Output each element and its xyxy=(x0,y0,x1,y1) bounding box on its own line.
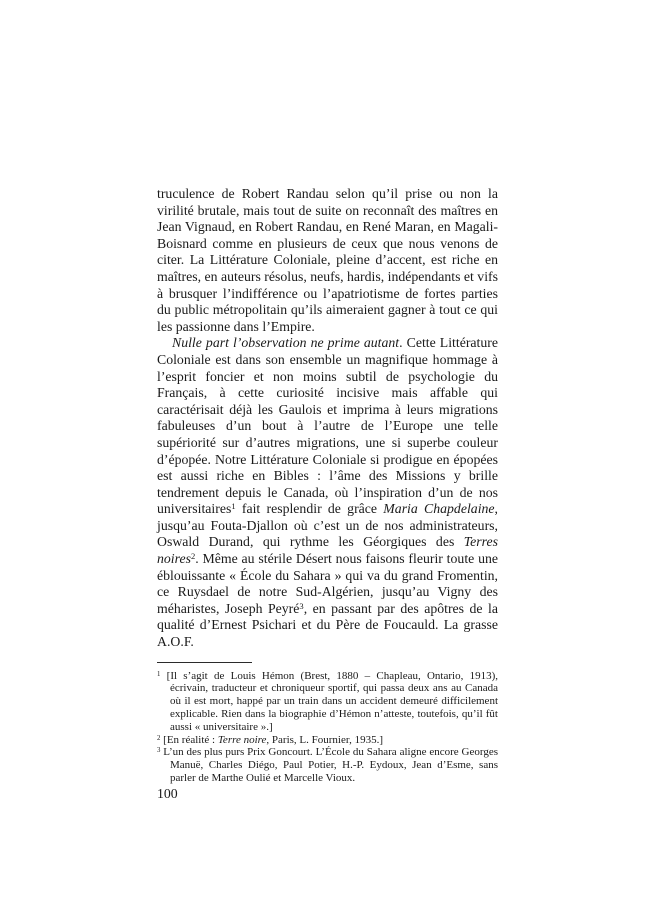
text-run: truculence de Robert Randau selon qu’il prise ou non la virilité brutale, mais tout de suite on reconnaît des maîtres en Jean Vignaud, en Robert Randau, en René Maran, en Magali-Boisnard comme en plusieurs de ceux que nous venons de citer. La Littérature Coloniale, pleine d’accent, est riche en maîtres, en auteurs résolus, neufs, hardis, indépendants et vifs à brusquer l’indifférence ou l’apatriotisme de fortes parties du public métropolitain qu’ils aimeraient gagner à tout ce qui les passionne dans l’Empire. xyxy=(157,186,499,334)
superscript-ref: 2 xyxy=(190,551,196,562)
text-run: , jusqu’au Fouta-Djallon où c’est un de nos administrateurs, Oswald Durand, qui rythme les Géorgiques des xyxy=(157,501,498,550)
text-run: . Même au stérile Désert nous faisons fleurir toute une éblouissante « École du Sahara » qui va du grand Fromentin, ce Ruysdael de notre Sud-Algérien, jusqu’au Vigny des méharistes, Joseph Peyré xyxy=(157,551,498,616)
italic-run: Maria Chapdelaine xyxy=(383,501,495,517)
footnotes-section xyxy=(157,670,498,785)
italic-run: Terres noires xyxy=(157,534,498,567)
superscript-ref: 3 xyxy=(299,601,304,611)
paragraph xyxy=(157,186,498,335)
text-run: L’un des plus purs Prix Goncourt. L’École du Sahara aligne encore Georges Manuë, Charles Diégo, Paul Potier, H.-P. Eydoux, Jean d’Esme, sans parler de Marthe Oulié et Marcelle Vioux. xyxy=(163,746,498,784)
text-run: , en passant par des apôtres de la qualité d’Ernest Psichari et du Père de Foucauld. La grasse A.O.F. xyxy=(157,600,499,650)
footnote xyxy=(157,670,498,734)
footnote-marker: 1 xyxy=(157,670,161,678)
text-run: . Cette Littérature Coloniale est dans son ensemble un magnifique hommage à l’esprit foncier et non moins subtil de psychologie du Français, à cette curiosité incisive mais affable qui caractérisait déjà les Gaulois et imprima à leurs migrations fabuleuses d’un bout à l’autre de l’Europe une telle supériorité sur d’autres migrations, une si superbe couleur d’épopée. Notre Littérature Coloniale si prodigue en épopées est aussi riche en Bibles : l’âme des Missions y brille tendrement depuis le Canada, où l’inspiration d’un de nos universitaires xyxy=(157,335,499,517)
superscript-ref: 1 xyxy=(231,501,236,512)
page-number: 100 xyxy=(157,786,178,801)
text-column xyxy=(157,186,498,785)
text-run: [En réalité : xyxy=(163,733,218,746)
italic-run: Nulle part l’observation ne prime autant xyxy=(172,335,400,351)
body-text xyxy=(157,186,498,651)
footnote xyxy=(157,746,498,784)
footnote-marker: 2 xyxy=(157,734,161,742)
footnote xyxy=(157,734,498,747)
text-run: [Il s’agit de Louis Hémon (Brest, 1880 – Chapleau, Ontario, 1913), écrivain, traducteur et chroniqueur sportif, qui passa deux ans au Canada où il est mort, happé par un train dans un accident demeuré difficilement explicable. Rien dans la biographie d’Hémon n’atteste, toutefois, qu’il fût aussi « universitaire ».] xyxy=(166,669,498,733)
text-run: , Paris, L. Fournier, 1935.] xyxy=(266,733,383,746)
text-run: fait resplendir de grâce xyxy=(235,501,384,517)
paragraph xyxy=(157,335,498,650)
italic-run: Terre noire xyxy=(217,733,267,746)
footnote-separator xyxy=(157,662,252,663)
footnote-marker: 3 xyxy=(157,747,161,755)
